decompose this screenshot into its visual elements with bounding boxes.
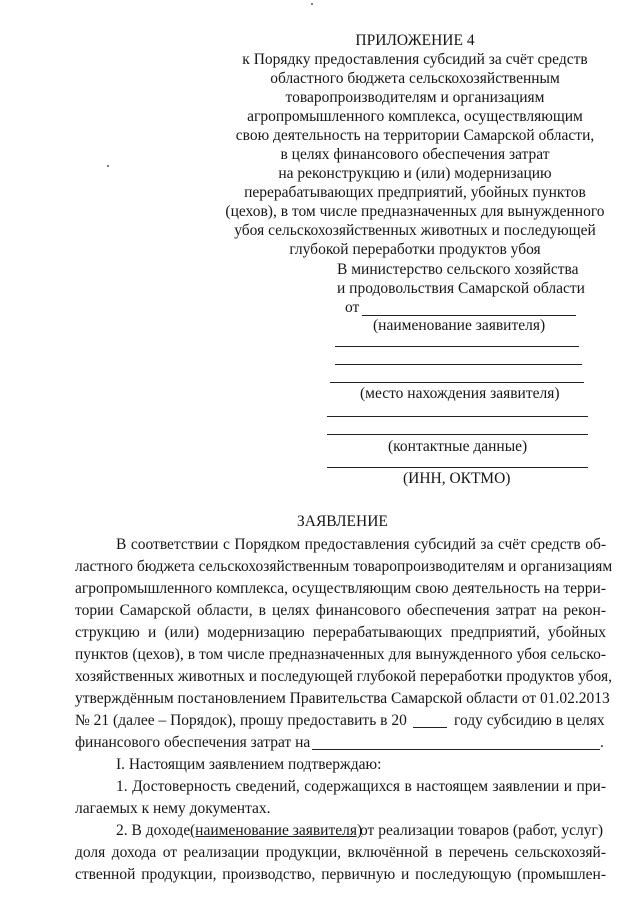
applicant-name-caption: (наименование заявителя)	[373, 317, 546, 334]
body-line: В соответствии с Порядком предоставления субсидий за счёт средств об-	[116, 536, 606, 553]
appendix-line: (цехов), в том числе предназначенных для вынужденного	[225, 203, 605, 220]
inn-caption: (ИНН, ОКТМО)	[403, 470, 511, 487]
appendix-line: свою деятельность на территории Самарской области,	[235, 127, 595, 144]
purpose-blank[interactable]	[312, 749, 600, 750]
appendix-title: ПРИЛОЖЕНИЕ 4	[355, 32, 475, 49]
appendix-line: в целях финансового обеспечения затрат	[280, 146, 550, 163]
appendix-line: товаропроизводителям и организациям	[285, 89, 545, 106]
body-line: струкцию и (или) модернизацию перерабатывающих предприятий, убойных	[75, 624, 606, 641]
scan-speck	[311, 3, 313, 5]
applicant-name-line[interactable]	[362, 315, 576, 316]
appendix-line: убоя сельскохозяйственных животных и последующей	[234, 222, 596, 239]
appendix-line: агропромышленного комплекса, осуществляющим	[247, 108, 583, 125]
body-line: финансового обеспечения затрат на	[75, 734, 311, 751]
blank-line[interactable]	[327, 416, 588, 417]
blank-line[interactable]	[327, 467, 588, 468]
addressee-line: и продовольствия Самарской области	[337, 280, 585, 297]
section-heading: I. Настоящим заявлением подтверждаю:	[116, 756, 382, 773]
applicant-name-underlined: (наименование заявителя)	[190, 822, 363, 839]
item-line: ственной продукции, производство, первичную и последующую (промышлен-	[75, 866, 606, 883]
item-line: доля дохода от реализации продукции, включённой в перечень сельскохозяй-	[75, 844, 606, 861]
body-line: пунктов (цехов), в том числе предназначенных для вынужденного убоя сельско-	[75, 646, 606, 663]
item-line: 2. В доходе	[116, 822, 191, 839]
appendix-line: областного бюджета сельскохозяйственным	[270, 70, 560, 87]
body-line: тории Самарской области, в целях финансового обеспечения затрат на рекон-	[75, 602, 606, 619]
blank-line[interactable]	[327, 434, 588, 435]
body-line: хозяйственных животных и последующей глубокой переработки продуктов убоя,	[75, 668, 613, 685]
item-line: от реализации товаров (работ, услуг)	[360, 822, 604, 839]
blank-line[interactable]	[335, 346, 579, 347]
body-line-end: .	[600, 734, 604, 751]
blank-line[interactable]	[335, 364, 582, 365]
year-blank[interactable]	[413, 727, 447, 728]
appendix-line: к Порядку предоставления субсидий за счёт средств	[242, 51, 588, 68]
appendix-line: глубокой переработки продуктов убоя	[289, 241, 541, 258]
statement-heading: ЗАЯВЛЕНИЕ	[297, 513, 388, 530]
scan-speck	[107, 165, 109, 167]
appendix-line: перерабатывающих предприятий, убойных пунктов	[244, 184, 586, 201]
body-line: утверждённым постановлением Правительства Самарской области от 01.02.2013	[75, 690, 610, 707]
body-line: ластного бюджета сельскохозяйственным товаропроизводителям и организациям	[75, 558, 613, 575]
item-line: лагаемых к нему документах.	[75, 800, 271, 817]
body-line: году субсидию в целях	[454, 712, 605, 729]
location-caption: (место нахождения заявителя)	[360, 385, 560, 402]
from-label: от	[345, 299, 360, 316]
body-line: агропромышленного комплекса, осуществляющим свою деятельность на терри-	[75, 580, 606, 597]
appendix-line: на реконструкцию и (или) модернизацию	[278, 165, 552, 182]
contacts-caption: (контактные данные)	[388, 438, 528, 455]
addressee-line: В министерство сельского хозяйства	[337, 261, 579, 278]
item-line: 1. Достоверность сведений, содержащихся в настоящем заявлении и при-	[116, 778, 606, 795]
body-line: № 21 (далее – Порядок), прошу предоставить в 20	[75, 712, 407, 729]
blank-line[interactable]	[330, 382, 584, 383]
